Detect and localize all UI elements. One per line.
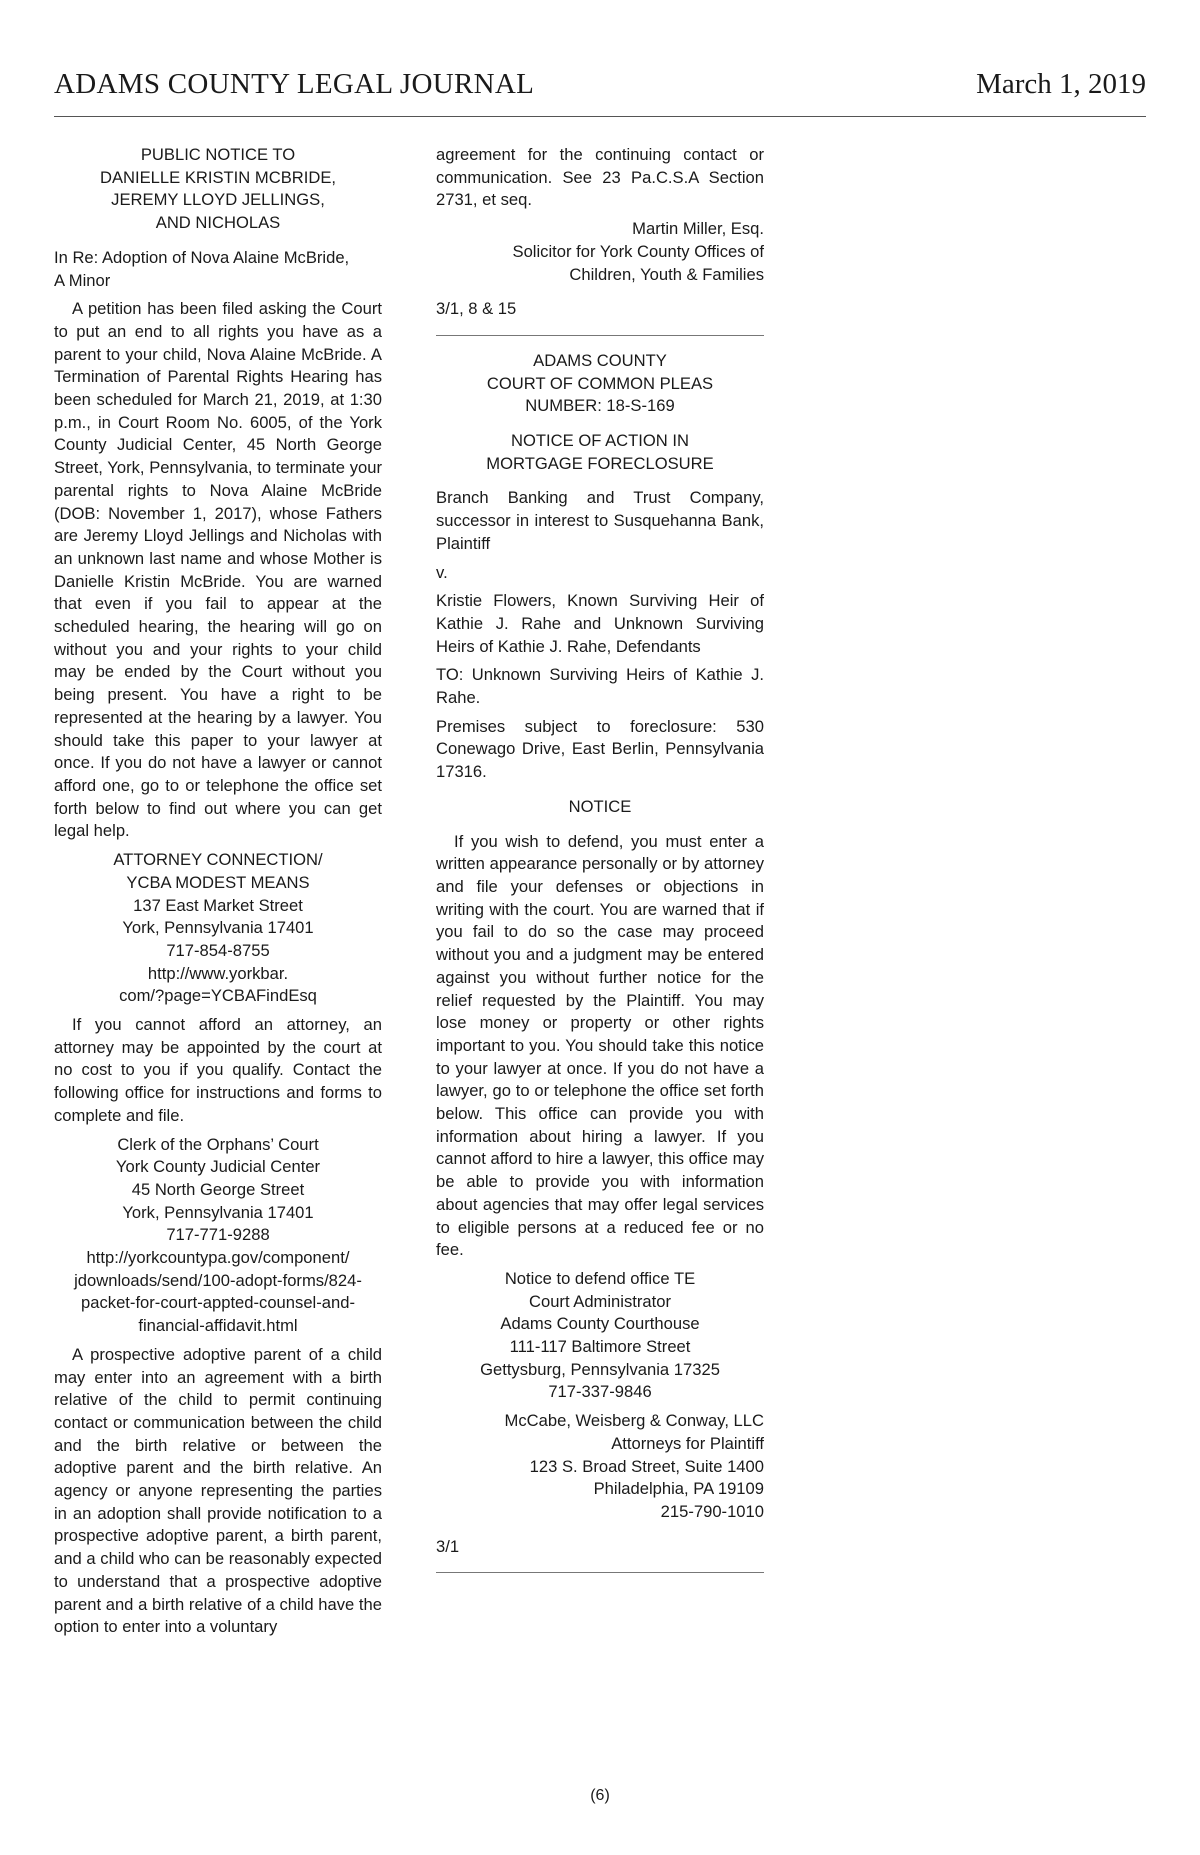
section-divider (436, 1572, 764, 1573)
left-column (54, 144, 382, 1645)
page-number: (6) (590, 1787, 610, 1804)
signature-line: 123 S. Broad Street, Suite 1400 (529, 1456, 764, 1476)
heading-line: MORTGAGE FORECLOSURE (486, 453, 714, 473)
heading-line: DANIELLE KRISTIN MCBRIDE, (99, 167, 337, 187)
defendants-paragraph: Kristie Flowers, Known Surviving Heir of Kathie J. Rahe and Unknown Surviving Heirs of Kathie J. Rahe, Defendants (436, 591, 764, 656)
solicitor-signature (436, 218, 764, 286)
signature-line: Attorneys for Plaintiff (611, 1433, 764, 1453)
defend-paragraph: If you wish to defend, you must enter a written appearance personally or by attorney and file your defenses or objections in writing with the court. You are warned that if you fail to do so the case may proceed without you and a judgment may be entered against you without further notice for the relief requested by the Plaintiff. You may lose money or property or other rights important to you. You should take this notice to your lawyer at once. If you do not have a lawyer, go to or telephone the office set forth below. This office can provide you with information about hiring a lawyer. If you cannot afford to hire a lawyer, this office may be able to provide you with information about agencies that may offer legal services to eligible persons at a reduced fee or no fee. (436, 831, 764, 1260)
court-heading (436, 350, 764, 418)
address-line: 137 East Market Street (133, 895, 303, 915)
section-divider (436, 335, 764, 336)
url-line: http://yorkcountypa.gov/component/ (86, 1248, 350, 1268)
phone-number: 717-337-9846 (548, 1382, 652, 1402)
versus-line: v. (436, 562, 448, 582)
action-heading (436, 430, 764, 475)
heading-line: NOTICE OF ACTION IN (511, 431, 689, 451)
continuation-paragraph: agreement for the continuing contact or communication. See 23 Pa.C.S.A Section 2731, et seq. (436, 145, 764, 210)
firm-signature (436, 1410, 764, 1524)
address-line: Notice to defend office TE (504, 1268, 696, 1288)
heading-line: AND NICHOLAS (155, 213, 281, 233)
url-line: http://www.yorkbar. (147, 963, 289, 983)
adoptive-paragraph: A prospective adoptive parent of a child may enter into an agreement with a birth relative of the child to permit continuing contact or communication between the child and the birth relative or between the adoptive parent and the birth relative. An agency or anyone representing the parties in an adoption shall provide notification to a prospective adoptive parent, a birth parent, and a child who can be reasonably expected to understand that a prospective adoptive parent and a birth relative of a child have the option to enter into a voluntary (54, 1344, 382, 1637)
premises-paragraph: Premises subject to foreclosure: 530 Conewago Drive, East Berlin, Pennsylvania 17316. (436, 716, 764, 782)
caption-line: In Re: Adoption of Nova Alaine McBride, (54, 247, 350, 267)
address-line: 111-117 Baltimore Street (509, 1337, 691, 1357)
publication-dates: 3/1 (436, 1536, 460, 1556)
afford-paragraph: If you cannot afford an attorney, an attorney may be appointed by the court at no cost to you if you qualify. Contact the following office for instructions and forms to complete and file. (54, 1015, 382, 1125)
to-line: TO: Unknown Surviving Heirs of Kathie J. Rahe. (436, 665, 764, 708)
signature-line: Martin Miller, Esq. (632, 219, 764, 239)
heading-line: JEREMY LLOYD JELLINGS, (111, 190, 325, 210)
issue-date: March 1, 2019 (976, 68, 1146, 100)
office-address (436, 1268, 764, 1404)
phone-number: 215-790-1010 (660, 1501, 764, 1521)
url-line: com/?page=YCBAFindEsq (119, 986, 317, 1006)
phone-number: 717-771-9288 (166, 1225, 270, 1245)
journal-title: ADAMS COUNTY LEGAL JOURNAL (54, 68, 535, 100)
notice-heading (54, 144, 382, 235)
address-line: York County Judicial Center (115, 1157, 321, 1177)
heading-line: COURT OF COMMON PLEAS (486, 373, 714, 393)
url-line: financial-affidavit.html (138, 1316, 298, 1336)
address-line: Adams County Courthouse (500, 1314, 700, 1334)
url-line: packet-for-court-appted-counsel-and- (81, 1293, 355, 1313)
address-line: York, Pennsylvania 17401 (122, 1202, 314, 1222)
address-line: York, Pennsylvania 17401 (122, 918, 314, 938)
signature-line: Children, Youth & Families (569, 264, 764, 284)
heading-line: ADAMS COUNTY (533, 350, 667, 370)
address-line: YCBA MODEST MEANS (126, 872, 310, 892)
publication-dates: 3/1, 8 & 15 (436, 299, 517, 319)
phone-number: 717-854-8755 (166, 940, 270, 960)
heading-line: NUMBER: 18-S-169 (525, 396, 675, 416)
address-line: Gettysburg, Pennsylvania 17325 (480, 1359, 720, 1379)
journal-header (54, 60, 1146, 117)
attorney-connection-address (54, 849, 382, 1008)
address-line: ATTORNEY CONNECTION/ (113, 850, 323, 870)
address-line: Court Administrator (528, 1291, 672, 1311)
signature-line: Philadelphia, PA 19109 (593, 1479, 764, 1499)
plaintiff-paragraph: Branch Banking and Trust Company, successor in interest to Susquehanna Bank, Plaintiff (436, 488, 764, 553)
signature-line: McCabe, Weisberg & Conway, LLC (504, 1411, 764, 1431)
url-line: jdownloads/send/100-adopt-forms/824- (74, 1270, 362, 1290)
address-line: Clerk of the Orphans’ Court (117, 1134, 319, 1154)
heading-line: PUBLIC NOTICE TO (140, 145, 296, 164)
signature-line: Solicitor for York County Offices of (512, 241, 764, 261)
clerk-address (54, 1134, 382, 1338)
in-re-caption (54, 247, 382, 292)
notice-label: NOTICE (568, 796, 632, 816)
petition-paragraph: A petition has been filed asking the Court to put an end to all rights you have as a parent to your child, Nova Alaine McBride. A Termination of Parental Rights Hearing has been scheduled for March 21, 2019, at 1:30 p.m., in Court Room No. 6005, of the York County Judicial Center, 45 North George Street, York, Pennsylvania, to terminate your parental rights to Nova Alaine McBride (DOB: November 1, 2017), whose Fathers are Jeremy Lloyd Jellings and Nicholas with an unknown last name and whose Mother is Danielle Kristin McBride. You are warned that even if you fail to appear at the scheduled hearing, the hearing will go on without you and your rights to your child may be ended by the Court without you being present. You have a right to be represented at the hearing by a lawyer. You should take this paper to your lawyer at once. If you do not have a lawyer or cannot afford one, go to or telephone the office set forth below to find out where you can get legal help. (54, 299, 382, 841)
address-line: 45 North George Street (131, 1179, 305, 1199)
caption-line: A Minor (54, 270, 111, 290)
right-column (436, 144, 764, 1587)
